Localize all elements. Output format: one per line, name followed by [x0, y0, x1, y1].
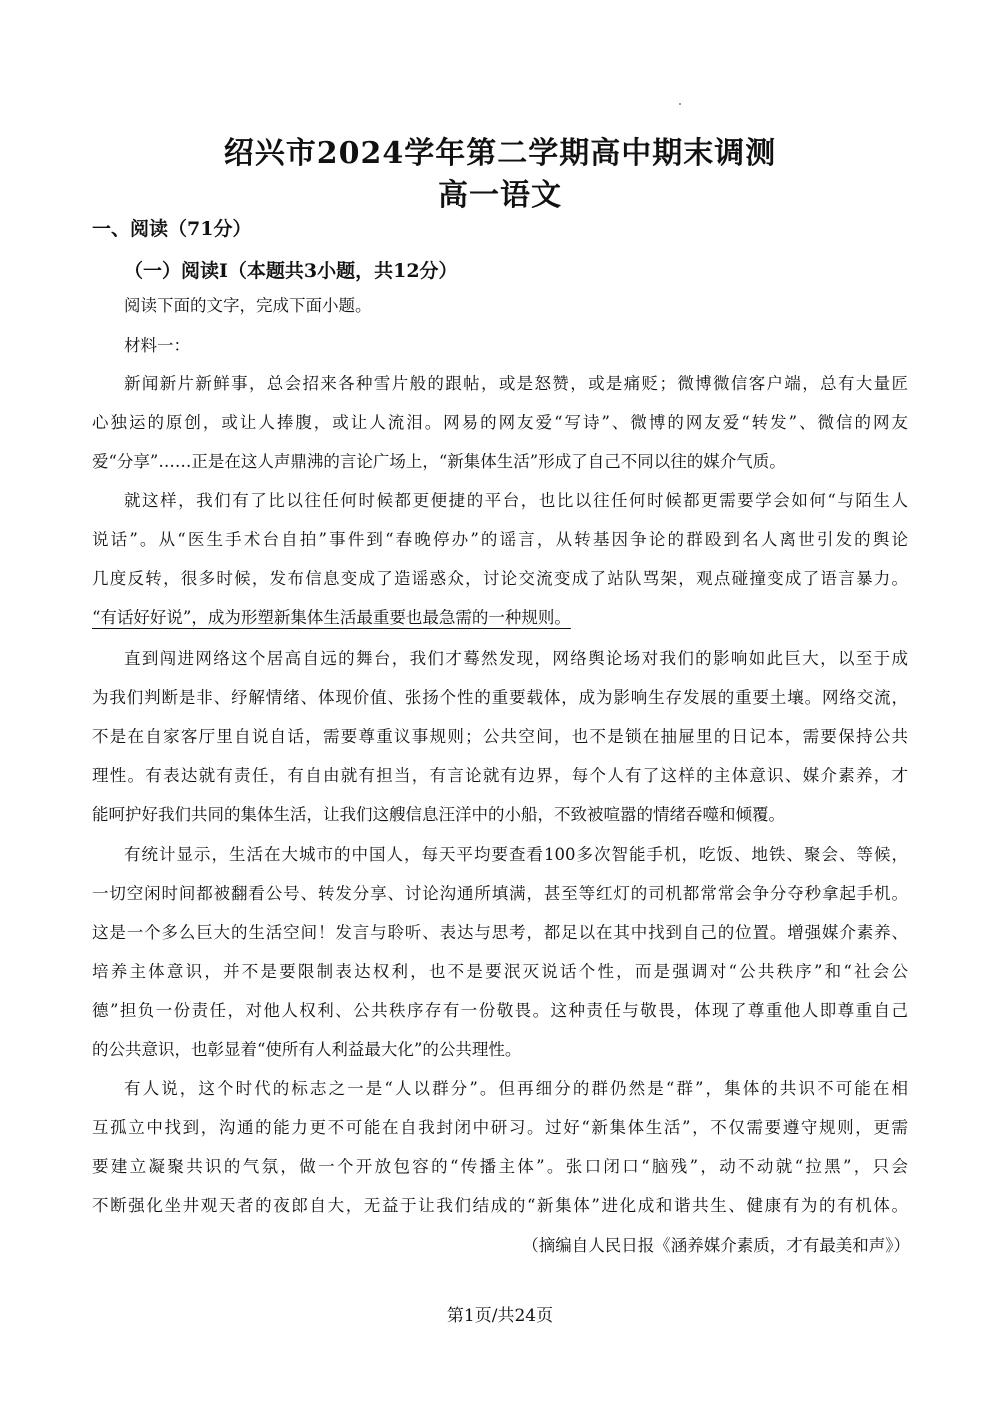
- text-line: 就这样，我们有了比以往任何时候都更便捷的平台，也比以往任何时候都更需要学会如何“与陌生人: [124, 491, 908, 510]
- text-line: 的公共意识，也彰显着“使所有人利益最大化”的公共理性。: [92, 1040, 522, 1059]
- exam-title: 绍兴市2024学年第二学期高中期末调测: [223, 136, 777, 171]
- text-line: 要建立凝聚共识的气氛，做一个开放包容的“传播主体”。张口闭口“脑残”，动不动就“拉黑”，只会: [92, 1157, 908, 1176]
- subsection-heading-reading-1: （一）阅读Ⅰ（本题共3小题，共12分）: [124, 260, 458, 282]
- text-line: 一切空闲时间都被翻看公号、转发分享、讨论沟通所填满，甚至等红灯的司机都常常会争分夺秒拿起手机。: [92, 884, 908, 903]
- text-line: 有统计显示，生活在大城市的中国人，每天平均要查看100多次智能手机，吃饭、地铁、聚会、等候，: [124, 845, 908, 864]
- text-line: 有人说，这个时代的标志之一是“人以群分”。但再细分的群仍然是“群”，集体的共识不可能在相: [124, 1079, 908, 1098]
- page-number: 第1页/共24页: [446, 1306, 554, 1326]
- text-line: 心独运的原创，或让人捧腹，或让人流泪。网易的网友爱“写诗”、微博的网友爱“转发”、微信的网友: [92, 413, 908, 432]
- text-line: 培养主体意识，并不是要限制表达权利，也不是要泯灭说话个性，而是强调对“公共秩序”和“社会公: [92, 962, 908, 981]
- text-line: 几度反转，很多时候，发布信息变成了造谣惑众，讨论交流变成了站队骂架，观点碰撞变成了语言暴力。: [92, 569, 908, 588]
- text-line: 为我们判断是非、纾解情绪、体现价值、张扬个性的重要载体，成为影响生存发展的重要土壤。网络交流，: [92, 688, 908, 707]
- instruction-text: 阅读下面的文字，完成下面小题。: [124, 296, 372, 315]
- text-line: 爱“分享”……正是在这人声鼎沸的言论广场上，“新集体生活”形成了自己不同以往的媒介气质。: [92, 452, 786, 471]
- text-line: 说话”。从“医生手术台自拍”事件到“春晚停办”的谣言，从转基因争论的群殴到名人离世引发的舆论: [92, 530, 908, 549]
- text-line: 这是一个多么巨大的生活空间！发言与聆听、表达与思考，都足以在其中找到自己的位置。增强媒介素养、: [92, 923, 908, 942]
- material-label: 材料一：: [124, 336, 190, 355]
- text-line: 不断强化坐井观天者的夜郎自大，无益于让我们结成的“新集体”进化成和谐共生、健康有为的有机体。: [92, 1196, 908, 1215]
- section-heading-reading: 一、阅读（71分）: [92, 218, 252, 240]
- text-line: 德”担负一份责任，对他人权利、公共秩序存有一份敬畏。这种责任与敬畏，体现了尊重他人即尊重自己: [92, 1001, 908, 1020]
- underlined-key-sentence: “有话好好说”，成为形塑新集体生活最重要也最急需的一种规则。: [92, 608, 571, 627]
- scan-speck: [679, 103, 681, 105]
- text-line: 能呵护好我们共同的集体生活，让我们这艘信息汪洋中的小船，不致被喧嚣的情绪吞噬和倾覆。: [92, 805, 785, 824]
- text-line: 理性。有表达就有责任，有自由就有担当，有言论就有边界，每个人有了这样的主体意识、媒介素养，才: [92, 766, 908, 785]
- exam-subject: 高一语文: [438, 178, 562, 213]
- text-line: 不是在自家客厅里自说自话，需要尊重议事规则；公共空间，也不是锁在抽屉里的日记本，需要保持公共: [92, 727, 908, 746]
- text-line: 直到闯进网络这个居高自远的舞台，我们才蓦然发现，网络舆论场对我们的影响如此巨大，以至于成: [124, 649, 908, 668]
- text-line: 新闻新片新鲜事，总会招来各种雪片般的跟帖，或是怒赞，或是痛贬；微博微信客户端，总有大量匠: [124, 374, 908, 393]
- source-citation: （摘编自人民日报《涵养媒介素质，才有最美和声》）: [522, 1236, 910, 1255]
- text-line: 互孤立中找到，沟通的能力更不可能在自我封闭中研习。过好“新集体生活”，不仅需要遵守规则，更需: [92, 1118, 908, 1137]
